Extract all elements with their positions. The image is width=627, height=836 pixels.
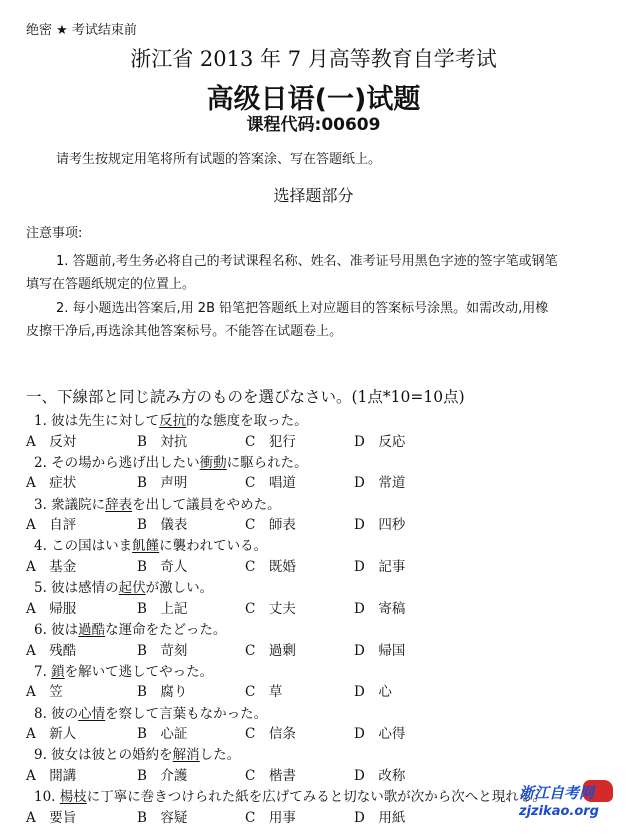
part1-heading: 一、下線部と同じ読み方のものを選びなさい。(1点*10=10点) <box>26 388 465 406</box>
stem-text: に襲われている。 <box>159 538 268 555</box>
question-stem <box>34 743 240 763</box>
question-stem <box>34 409 308 429</box>
stem-text: した。 <box>199 747 241 764</box>
stem-text: 4. この国はいま <box>34 538 133 555</box>
answer-option: B 声明 <box>137 475 188 492</box>
answer-option: A 基金 <box>26 558 77 575</box>
underlined-word: 辞表 <box>105 496 133 513</box>
answer-option: B 上記 <box>137 600 188 617</box>
answer-option: D 反応 <box>354 433 406 450</box>
stem-text: 6. 彼は <box>34 622 79 638</box>
answer-option: A 反対 <box>26 433 77 450</box>
answer-option: D 用紙 <box>354 809 406 826</box>
site-watermark <box>519 778 619 828</box>
answer-option: C 草 <box>245 684 283 701</box>
answer-option: C 唱道 <box>245 475 296 492</box>
answer-option: D 寄稿 <box>354 600 406 617</box>
underlined-word: 起伏 <box>118 580 146 597</box>
section-title: 选择题部分 <box>273 186 354 205</box>
question-stem <box>34 493 281 513</box>
answer-option: C 信条 <box>245 726 296 743</box>
stem-text: 8. 彼の <box>34 705 79 722</box>
answer-option: B 儀表 <box>137 517 188 534</box>
answer-option: A 帰服 <box>26 600 77 617</box>
stem-text: 9. 彼女は彼との婚約を <box>34 747 173 764</box>
subject-title: 高级日语(一)试题 <box>206 84 421 115</box>
answer-option: C 既婚 <box>245 558 296 575</box>
stem-text: 3. 衆議院に <box>34 496 106 513</box>
stem-text: に駆られた。 <box>226 454 308 471</box>
answer-option: A 開講 <box>26 767 77 784</box>
exam-title: 浙江省 2013 年 7 月高等教育自学考试 <box>130 47 497 71</box>
stem-text: 5. 彼は感情の <box>34 580 119 597</box>
answer-option: B 対抗 <box>137 433 188 450</box>
underlined-word: 反抗 <box>159 413 187 429</box>
stem-text: 2. その場から逃げ出したい <box>34 454 200 471</box>
answer-option: C 師表 <box>245 517 296 534</box>
notice-line: 填写在答题纸规定的位置上。 <box>26 277 196 292</box>
underlined-word: 過酷 <box>78 622 106 638</box>
stem-text: が激しい。 <box>145 580 214 597</box>
answer-option: B 容疑 <box>137 809 188 826</box>
underlined-word: 心情 <box>78 705 106 722</box>
answer-option: A 症状 <box>26 475 77 492</box>
confidential-mark: 绝密 ★ 考试结束前 <box>26 23 137 38</box>
notice-line: 2. 每小题选出答案后,用 2B 铅笔把答题纸上对应题目的答案标号涂黑。如需改动,用橡 <box>56 301 549 316</box>
underlined-word: 鎖 <box>51 663 65 680</box>
answer-option: B 奇人 <box>137 558 188 575</box>
answer-option: B 腐り <box>137 684 188 701</box>
answer-option: B 介護 <box>137 767 188 784</box>
stem-text: 7. <box>34 663 52 680</box>
notice-line: 皮擦干净后,再选涂其他答案标号。不能答在试题卷上。 <box>26 324 343 339</box>
answer-option: C 楷書 <box>245 767 296 784</box>
answer-option: C 犯行 <box>245 433 296 450</box>
question-stem <box>34 702 267 722</box>
answer-option: B 苛刻 <box>137 642 188 659</box>
watermark-brand: 浙江自考网 <box>519 784 595 802</box>
underlined-word: 衝動 <box>199 454 227 471</box>
watermark-url: zjzikao.org <box>519 804 599 819</box>
question-stem <box>34 618 226 638</box>
answer-option: A 新人 <box>26 726 77 743</box>
answer-option: D 心得 <box>354 726 406 743</box>
notice-heading: 注意事项: <box>26 226 83 241</box>
stem-text: に丁寧に巻きつけられた紙を広げてみると切ない歌が次から次へと現れる。 <box>86 789 546 806</box>
question-stem <box>34 660 213 680</box>
stem-text: 10. <box>34 789 60 806</box>
stem-text: 的な態度を取った。 <box>186 413 308 429</box>
answer-option: A 笠 <box>26 684 63 701</box>
stem-text: な運命をたどった。 <box>105 622 227 638</box>
answer-option: C 過剰 <box>245 642 296 659</box>
answer-option: D 常道 <box>354 475 406 492</box>
stem-text: 1. 彼は先生に対して <box>34 413 160 429</box>
underlined-word: 飢饉 <box>132 538 160 555</box>
answer-instruction: 请考生按规定用笔将所有试题的答案涂、写在答题纸上。 <box>56 152 382 167</box>
answer-option: D 心 <box>354 684 392 701</box>
stem-text: を解いて逃してやった。 <box>64 663 214 680</box>
stem-text: を察して言葉もなかった。 <box>105 705 268 722</box>
question-stem <box>34 534 267 554</box>
answer-option: C 用事 <box>245 809 296 826</box>
underlined-word: 楊枝 <box>59 789 87 806</box>
answer-option: A 自評 <box>26 517 77 534</box>
answer-option: A 残酷 <box>26 642 77 659</box>
stem-text: を出して議員をやめた。 <box>132 496 281 513</box>
answer-option: B 心証 <box>137 726 188 743</box>
answer-option: D 帰国 <box>354 642 406 659</box>
question-stem <box>34 576 213 596</box>
course-code: 课程代码:00609 <box>246 115 381 135</box>
underlined-word: 解消 <box>172 747 200 764</box>
answer-option: D 改称 <box>354 767 406 784</box>
question-stem <box>34 451 308 471</box>
notice-line: 1. 答题前,考生务必将自己的考试课程名称、姓名、准考证号用黑色字迹的签字笔或钢笔 <box>56 254 558 269</box>
answer-option: C 丈夫 <box>245 600 296 617</box>
answer-option: D 四秒 <box>354 517 406 534</box>
answer-option: D 記事 <box>354 558 406 575</box>
answer-option: A 要旨 <box>26 809 77 826</box>
question-stem <box>34 785 546 805</box>
